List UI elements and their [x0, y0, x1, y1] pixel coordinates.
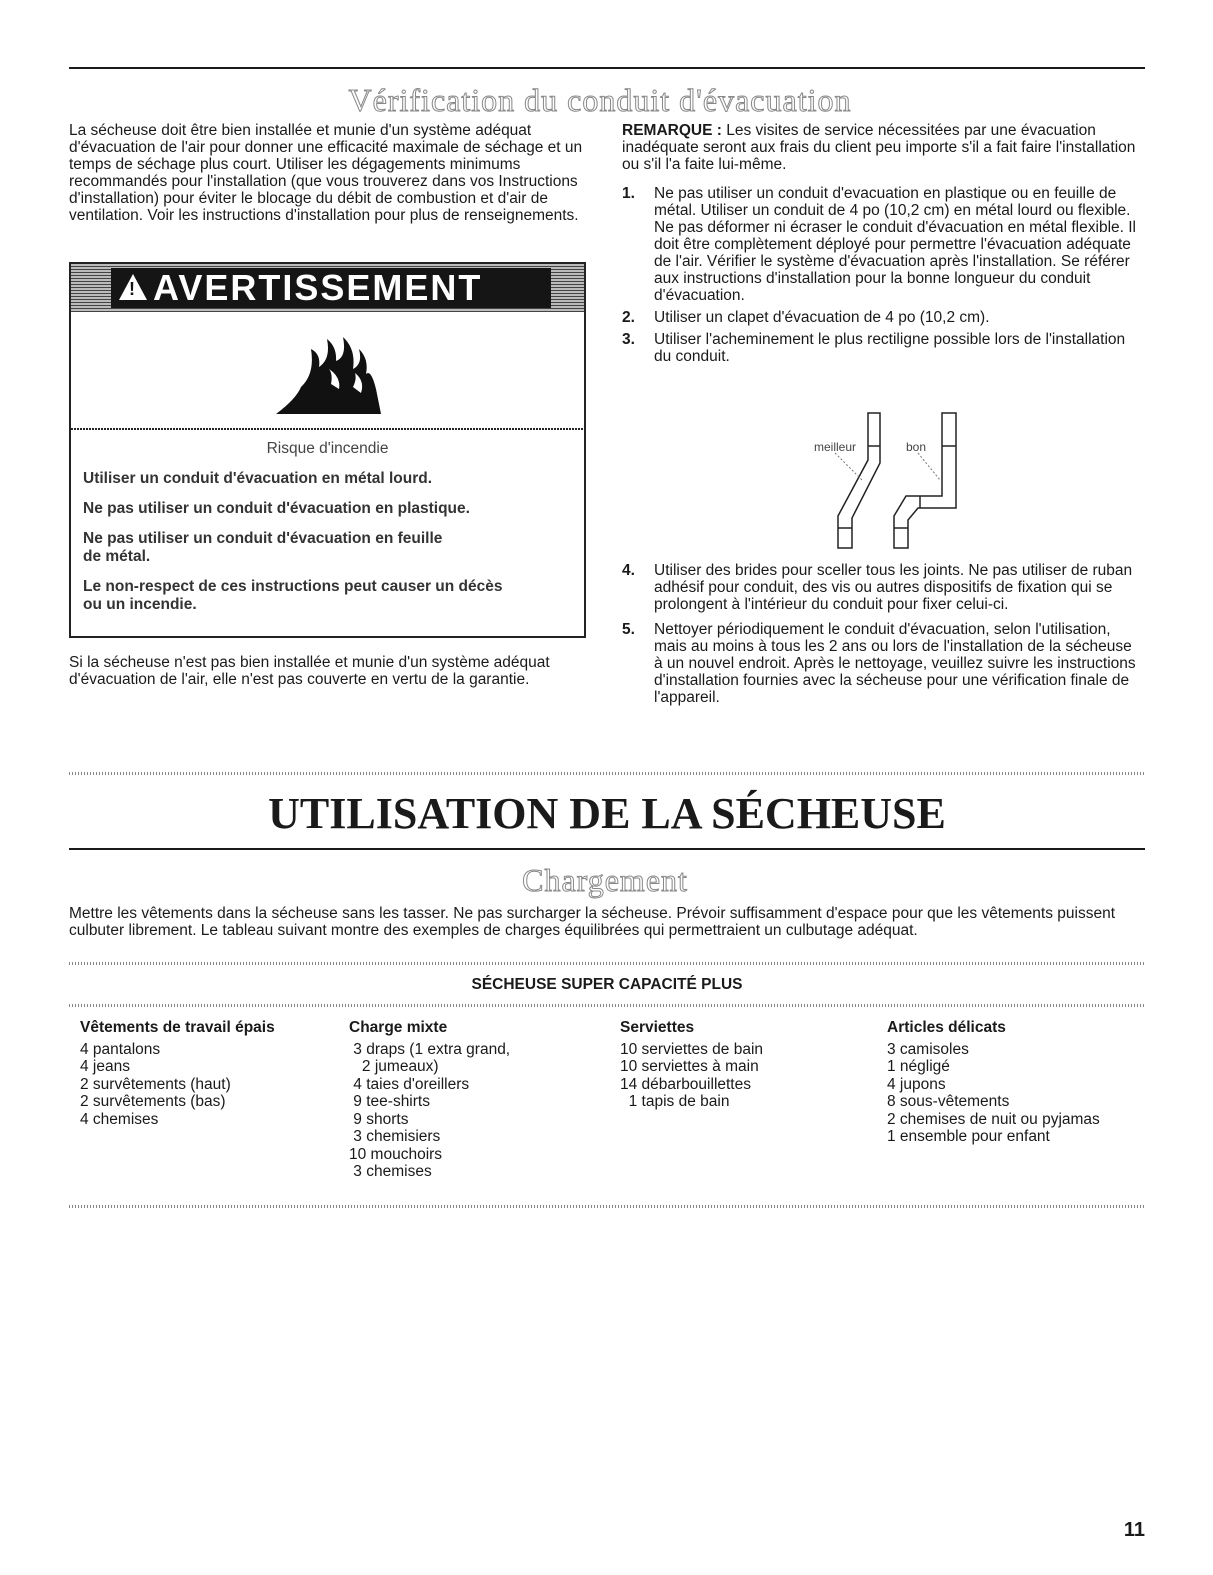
column-item: 10 serviettes de bain	[620, 1040, 764, 1058]
warning-title: AVERTISSEMENT	[153, 267, 483, 308]
step-text: Nettoyer périodiquement le conduit d'évacuation, selon l'utilisation, mais au moins à tous les 2 ans ou lors de l'installation de la sécheuse à un nouvel endroit. Après le nettoyage, veuillez suivre les instructions d'installation fournies avec la sécheuse pour une vérification finale de l'appareil.	[654, 621, 1136, 706]
step-number: 4.	[622, 562, 635, 579]
column-item: 9 shorts	[349, 1110, 409, 1128]
column-item: 3 draps (1 extra grand,	[349, 1040, 511, 1058]
diagram-label-good: bon	[906, 440, 927, 454]
column-item: 4 chemises	[80, 1110, 159, 1128]
section-title-vent-check: Vérification du conduit d'évacuation	[348, 82, 852, 118]
intro-paragraph: La sécheuse doit être bien installée et munie d'un système adéquat d'évacuation de l'air pour donner une efficacité maximale de séchage et un temps de séchage plus court. Utiliser les dégagements minimums recommandés pour l'installation (que vous trouverez dans vos Instructions d'installation) pour éviter le blocage du débit de combustion et d'air de ventilation. Voir les instructions d'installation pour plus de renseignements.	[69, 122, 583, 224]
warning-hazard: Risque d'incendie	[266, 440, 389, 457]
column-item: 2 survêtements (bas)	[80, 1093, 226, 1110]
step-number: 3.	[622, 331, 635, 348]
fire-icon	[271, 329, 391, 419]
step-item	[622, 185, 1142, 304]
column-item: 4 pantalons	[80, 1040, 161, 1058]
step-text: Utiliser des brides pour sceller tous les joints. Ne pas utiliser de ruban adhésif pour conduit, des vis ou autres dispositifs de fixation qui se prolongent à l'intérieur du conduit pour fixer celui-ci.	[654, 562, 1133, 613]
warning-line: Ne pas utiliser un conduit d'évacuation en plastique.	[83, 500, 470, 517]
remark-paragraph	[622, 122, 1147, 173]
column-item: 4 taies d'oreillers	[349, 1075, 470, 1093]
dotted-divider	[69, 772, 1145, 775]
remark-label: REMARQUE :	[622, 122, 722, 139]
step-number: 5.	[622, 621, 635, 638]
column-item: 8 sous-vêtements	[887, 1093, 1010, 1110]
column-item: 3 chemisiers	[349, 1128, 441, 1145]
column-item: 14 débarbouillettes	[620, 1075, 751, 1093]
table-bottom-divider	[69, 1205, 1145, 1208]
column-header: Serviettes	[620, 1019, 695, 1036]
warning-line: Ne pas utiliser un conduit d'évacuation en feuille de métal.	[83, 530, 443, 565]
step-text: Ne pas utiliser un conduit d'evacuation en plastique ou en feuille de métal. Utiliser un conduit de 4 po (10,2 cm) en métal lourd ou flexible. Ne pas déformer ni écraser le conduit d'évacuation en métal flexible. Il doit être complètement déployé pour permettre l'évacuation adéquate de l'air. Vérifier le système d'évacuation après l'installation. Se référer aux instructions d'installation pour la bonne longueur du conduit d'évacuation.	[654, 185, 1136, 304]
remark-text: Les visites de service nécessitées par une évacuation inadéquate seront aux frais du client peu importe s'il a fait faire l'installation ou s'il l'a faite lui-même.	[622, 122, 1136, 173]
steps-list-b	[622, 562, 1144, 711]
duct-routing-diagram	[800, 408, 970, 553]
column-item: 2 survêtements (haut)	[80, 1075, 231, 1093]
diagram-label-best: meilleur	[814, 440, 857, 454]
loading-intro: Mettre les vêtements dans la sécheuse sans les tasser. Ne pas surcharger la sécheuse. Prévoir suffisamment d'espace pour que les vêtements puissent culbuter librement. Le tableau suivant montre des exemples de charges équilibrées qui permettraient un culbutage adéquat.	[69, 905, 1116, 939]
warranty-paragraph: Si la sécheuse n'est pas bien installée et munie d'un système adéquat d'évacuation de l'air, elle n'est pas couverte en vertu de la garantie.	[69, 654, 550, 688]
column-header: Charge mixte	[349, 1019, 448, 1036]
main-title: UTILISATION DE LA SÉCHEUSE	[268, 789, 946, 838]
column-item: 1 tapis de bain	[620, 1093, 730, 1110]
main-title-rule	[69, 848, 1145, 850]
table-top-divider	[69, 962, 1145, 965]
column-item: 2 chemises de nuit ou pyjamas	[887, 1110, 1100, 1128]
section-title-loading: Chargement	[522, 862, 688, 898]
step-number: 1.	[622, 185, 635, 202]
column-item: 3 chemises	[349, 1163, 432, 1180]
warning-title-bar	[111, 268, 551, 308]
table-title: SÉCHEUSE SUPER CAPACITÉ PLUS	[471, 976, 743, 993]
step-item	[622, 621, 1144, 706]
warning-line: Le non-respect de ces instructions peut causer un décès ou un incendie.	[83, 578, 503, 613]
column-header: Articles délicats	[887, 1019, 1006, 1036]
warning-text	[83, 440, 572, 626]
column-item: 4 jeans	[80, 1058, 130, 1075]
steps-list-a	[622, 185, 1142, 370]
column-item: 1 négligé	[887, 1058, 950, 1075]
warning-box	[69, 262, 586, 638]
warning-header	[71, 264, 584, 312]
column-item: 9 tee-shirts	[349, 1093, 430, 1110]
column-item: 1 ensemble pour enfant	[887, 1128, 1050, 1145]
table-column-heavy-work	[80, 1019, 275, 1128]
table-header-divider	[69, 1004, 1145, 1007]
table-column-mixed-load	[349, 1019, 510, 1181]
warning-line: Utiliser un conduit d'évacuation en métal lourd.	[83, 470, 433, 487]
step-text: Utiliser un clapet d'évacuation de 4 po (10,2 cm).	[654, 309, 990, 326]
warning-divider	[71, 428, 584, 430]
step-item	[622, 562, 1144, 613]
top-rule	[69, 67, 1145, 69]
table-column-towels	[620, 1019, 763, 1111]
step-item	[622, 331, 1142, 365]
column-item: 10 mouchoirs	[349, 1145, 443, 1163]
warning-exclamation-icon: !	[129, 279, 137, 299]
column-item: 3 camisoles	[887, 1040, 969, 1058]
column-item: 4 jupons	[887, 1075, 946, 1093]
step-item	[622, 309, 1142, 326]
step-text: Utiliser l'acheminement le plus rectiligne possible lors de l'installation du conduit.	[654, 331, 1126, 365]
column-item: 10 serviettes à main	[620, 1058, 759, 1075]
column-item: 2 jumeaux)	[349, 1058, 439, 1075]
table-column-delicates	[887, 1019, 1100, 1146]
column-header: Vêtements de travail épais	[80, 1019, 275, 1036]
page-number: 11	[1123, 1519, 1145, 1541]
step-number: 2.	[622, 309, 635, 326]
